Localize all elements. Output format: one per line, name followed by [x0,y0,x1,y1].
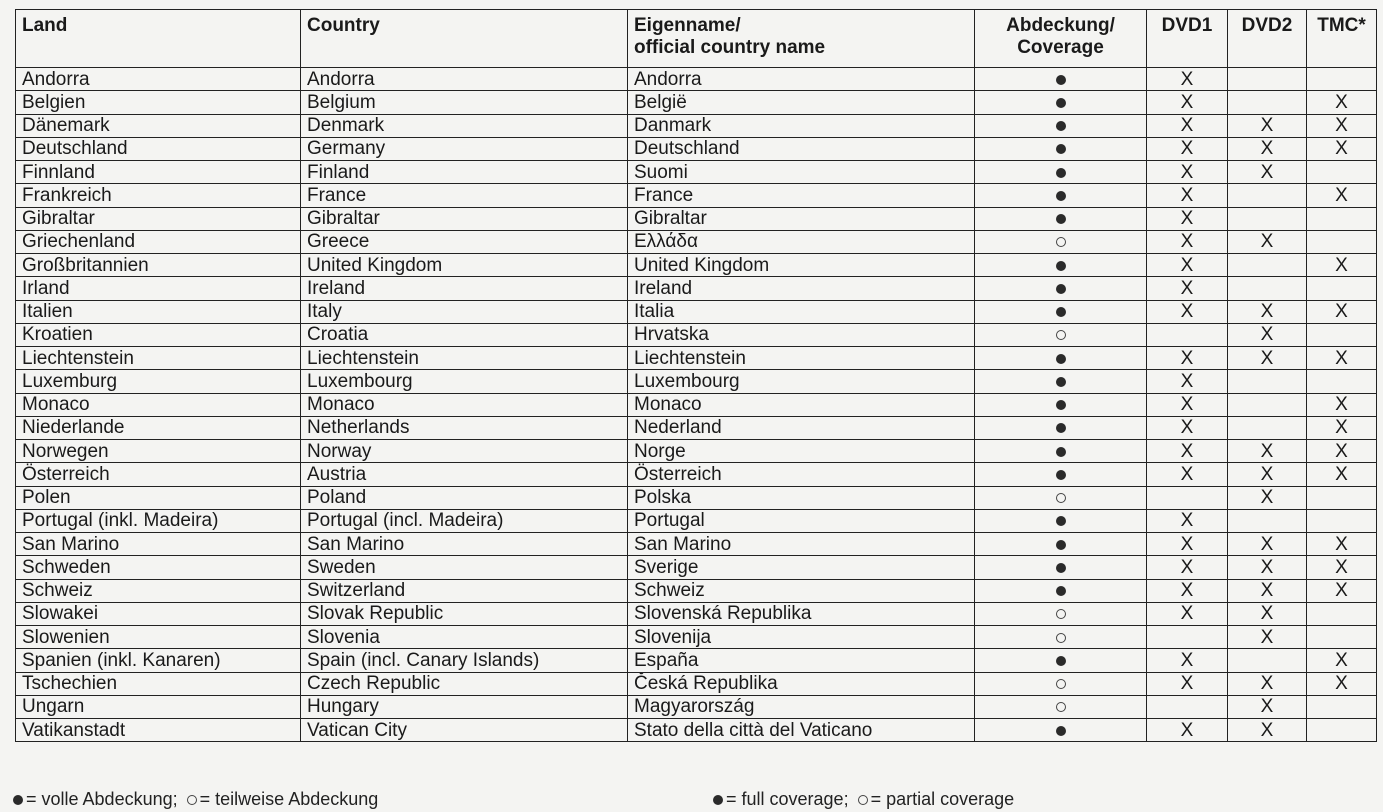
table-row [16,277,1377,300]
cell-land: Griechenland [16,230,301,253]
cell-tmc: X [1307,579,1377,602]
cell-coverage [975,672,1147,695]
full-coverage-icon [1056,726,1066,736]
table-row [16,207,1377,230]
cell-land: Großbritannien [16,254,301,277]
cell-coverage [975,114,1147,137]
cell-dvd2: X [1228,695,1307,718]
table-row [16,323,1377,346]
cell-dvd1: X [1147,579,1228,602]
partial-coverage-icon [1056,493,1066,503]
cell-coverage [975,695,1147,718]
cell-country: Belgium [301,91,628,114]
table-row [16,393,1377,416]
cell-coverage [975,184,1147,207]
full-coverage-icon [1056,423,1066,433]
cell-dvd2: X [1228,137,1307,160]
table-row [16,509,1377,532]
cell-coverage [975,137,1147,160]
table-row [16,184,1377,207]
cell-tmc [1307,695,1377,718]
cell-dvd2: X [1228,323,1307,346]
cell-tmc [1307,370,1377,393]
cell-land: Luxemburg [16,370,301,393]
header-official-name-line1: Eigenname/ [634,15,741,36]
table-row [16,626,1377,649]
cell-dvd1: X [1147,602,1228,625]
cell-official-name: Sverige [628,556,975,579]
cell-official-name: Magyarország [628,695,975,718]
cell-land: Liechtenstein [16,347,301,370]
cell-tmc: X [1307,533,1377,556]
cell-official-name: Österreich [628,463,975,486]
header-country: Country [301,10,628,68]
full-coverage-icon [1056,261,1066,271]
full-coverage-icon [1056,284,1066,294]
cell-country: United Kingdom [301,254,628,277]
full-coverage-icon [1056,377,1066,387]
cell-coverage [975,486,1147,509]
header-dvd2: DVD2 [1228,10,1307,68]
cell-country: Ireland [301,277,628,300]
partial-coverage-icon [1056,633,1066,643]
full-coverage-icon [1056,354,1066,364]
cell-land: San Marino [16,533,301,556]
table-row [16,602,1377,625]
cell-dvd1: X [1147,277,1228,300]
cell-tmc: X [1307,649,1377,672]
full-coverage-icon [1056,191,1066,201]
cell-coverage [975,323,1147,346]
cell-country: San Marino [301,533,628,556]
cell-country: France [301,184,628,207]
cell-official-name: Hrvatska [628,323,975,346]
legend-german [13,789,378,810]
cell-dvd2: X [1228,579,1307,602]
cell-country: Finland [301,161,628,184]
cell-official-name: Deutschland [628,137,975,160]
cell-dvd1: X [1147,230,1228,253]
cell-official-name: Gibraltar [628,207,975,230]
cell-country: Greece [301,230,628,253]
cell-official-name: België [628,91,975,114]
cell-land: Andorra [16,68,301,91]
cell-dvd2: X [1228,114,1307,137]
cell-coverage [975,68,1147,91]
table-row [16,114,1377,137]
cell-official-name: France [628,184,975,207]
cell-land: Spanien (inkl. Kanaren) [16,649,301,672]
cell-coverage [975,277,1147,300]
cell-coverage [975,463,1147,486]
table-row [16,68,1377,91]
cell-land: Österreich [16,463,301,486]
cell-country: Slovenia [301,626,628,649]
cell-country: Norway [301,440,628,463]
full-coverage-icon [1056,75,1066,85]
cell-official-name: Polska [628,486,975,509]
full-coverage-icon [1056,563,1066,573]
cell-official-name: Schweiz [628,579,975,602]
partial-coverage-icon [1056,330,1066,340]
cell-official-name: Norge [628,440,975,463]
table-row [16,579,1377,602]
cell-dvd2 [1228,184,1307,207]
cell-dvd1: X [1147,649,1228,672]
cell-land: Gibraltar [16,207,301,230]
cell-tmc: X [1307,300,1377,323]
cell-country: Denmark [301,114,628,137]
table-row [16,672,1377,695]
cell-land: Schweiz [16,579,301,602]
cell-tmc: X [1307,440,1377,463]
cell-dvd1 [1147,486,1228,509]
header-official-name [628,10,975,68]
cell-coverage [975,509,1147,532]
table-row [16,440,1377,463]
cell-country: Spain (incl. Canary Islands) [301,649,628,672]
legend-english [713,789,1014,810]
cell-dvd1: X [1147,161,1228,184]
cell-dvd2: X [1228,719,1307,742]
cell-official-name: Italia [628,300,975,323]
cell-dvd1: X [1147,440,1228,463]
cell-official-name: Suomi [628,161,975,184]
full-coverage-icon [713,795,723,805]
cell-land: Niederlande [16,416,301,439]
full-coverage-icon [1056,656,1066,666]
cell-dvd2 [1228,509,1307,532]
cell-tmc: X [1307,347,1377,370]
cell-tmc [1307,719,1377,742]
cell-official-name: Ireland [628,277,975,300]
table-row [16,347,1377,370]
cell-land: Portugal (inkl. Madeira) [16,509,301,532]
table-row [16,300,1377,323]
cell-dvd1: X [1147,416,1228,439]
coverage-table [15,9,1377,742]
cell-coverage [975,556,1147,579]
cell-tmc [1307,230,1377,253]
cell-tmc [1307,323,1377,346]
cell-coverage [975,230,1147,253]
cell-coverage [975,416,1147,439]
cell-land: Irland [16,277,301,300]
cell-land: Frankreich [16,184,301,207]
header-dvd1: DVD1 [1147,10,1228,68]
cell-dvd1 [1147,323,1228,346]
partial-coverage-icon [1056,702,1066,712]
cell-country: Vatican City [301,719,628,742]
cell-official-name: Liechtenstein [628,347,975,370]
cell-coverage [975,719,1147,742]
cell-dvd1 [1147,626,1228,649]
cell-country: Portugal (incl. Madeira) [301,509,628,532]
cell-dvd2 [1228,207,1307,230]
table-row [16,416,1377,439]
cell-official-name: Ελλάδα [628,230,975,253]
cell-coverage [975,91,1147,114]
cell-dvd1: X [1147,114,1228,137]
cell-coverage [975,254,1147,277]
cell-dvd2: X [1228,440,1307,463]
cell-dvd2: X [1228,486,1307,509]
cell-dvd1: X [1147,533,1228,556]
cell-official-name: España [628,649,975,672]
full-coverage-icon [1056,447,1066,457]
cell-tmc: X [1307,137,1377,160]
cell-country: Italy [301,300,628,323]
header-row [16,10,1377,68]
cell-tmc: X [1307,393,1377,416]
cell-dvd1: X [1147,68,1228,91]
table-row [16,556,1377,579]
cell-coverage [975,207,1147,230]
cell-country: Monaco [301,393,628,416]
cell-dvd2 [1228,393,1307,416]
cell-tmc [1307,509,1377,532]
cell-tmc: X [1307,416,1377,439]
cell-dvd1: X [1147,300,1228,323]
cell-country: Gibraltar [301,207,628,230]
cell-land: Italien [16,300,301,323]
cell-land: Vatikanstadt [16,719,301,742]
cell-tmc: X [1307,254,1377,277]
cell-country: Germany [301,137,628,160]
cell-official-name: Nederland [628,416,975,439]
cell-dvd1: X [1147,719,1228,742]
cell-tmc: X [1307,463,1377,486]
cell-dvd1: X [1147,184,1228,207]
table-row [16,533,1377,556]
partial-coverage-icon [187,795,197,805]
cell-official-name: Portugal [628,509,975,532]
table-row [16,254,1377,277]
cell-land: Slowakei [16,602,301,625]
cell-official-name: Slovenija [628,626,975,649]
cell-country: Andorra [301,68,628,91]
cell-dvd2 [1228,649,1307,672]
cell-tmc [1307,486,1377,509]
cell-dvd2: X [1228,626,1307,649]
full-coverage-icon [1056,540,1066,550]
cell-official-name: San Marino [628,533,975,556]
table-row [16,649,1377,672]
cell-tmc [1307,68,1377,91]
cell-country: Switzerland [301,579,628,602]
full-coverage-icon [1056,214,1066,224]
cell-dvd1: X [1147,556,1228,579]
cell-dvd1: X [1147,91,1228,114]
cell-country: Sweden [301,556,628,579]
table-row [16,370,1377,393]
cell-tmc: X [1307,91,1377,114]
header-land: Land [16,10,301,68]
cell-land: Belgien [16,91,301,114]
cell-dvd2: X [1228,463,1307,486]
full-coverage-icon [1056,307,1066,317]
partial-coverage-icon [1056,679,1066,689]
cell-dvd1: X [1147,347,1228,370]
table-row [16,463,1377,486]
cell-dvd2 [1228,370,1307,393]
full-coverage-icon [1056,470,1066,480]
cell-dvd2: X [1228,161,1307,184]
cell-land: Ungarn [16,695,301,718]
cell-official-name: United Kingdom [628,254,975,277]
cell-land: Monaco [16,393,301,416]
header-official-name-line2: official country name [634,37,826,58]
cell-tmc [1307,602,1377,625]
cell-dvd1: X [1147,672,1228,695]
cell-dvd1: X [1147,137,1228,160]
cell-country: Slovak Republic [301,602,628,625]
cell-dvd2: X [1228,300,1307,323]
legend-de-partial: = teilweise Abdeckung [199,789,379,809]
cell-dvd2: X [1228,347,1307,370]
cell-dvd2 [1228,68,1307,91]
cell-country: Luxembourg [301,370,628,393]
cell-official-name: Danmark [628,114,975,137]
cell-country: Liechtenstein [301,347,628,370]
cell-coverage [975,533,1147,556]
full-coverage-icon [1056,168,1066,178]
cell-country: Austria [301,463,628,486]
cell-dvd1: X [1147,207,1228,230]
table-row [16,486,1377,509]
cell-land: Norwegen [16,440,301,463]
full-coverage-icon [1056,400,1066,410]
cell-land: Finnland [16,161,301,184]
cell-dvd1: X [1147,509,1228,532]
cell-dvd2: X [1228,672,1307,695]
cell-coverage [975,347,1147,370]
cell-land: Slowenien [16,626,301,649]
cell-country: Hungary [301,695,628,718]
cell-official-name: Česká Republika [628,672,975,695]
cell-land: Dänemark [16,114,301,137]
cell-tmc: X [1307,672,1377,695]
cell-coverage [975,161,1147,184]
cell-coverage [975,370,1147,393]
cell-land: Schweden [16,556,301,579]
full-coverage-icon [1056,121,1066,131]
full-coverage-icon [1056,144,1066,154]
header-coverage-line1: Abdeckung/ [1006,15,1115,36]
cell-coverage [975,440,1147,463]
legend-en-partial: = partial coverage [870,789,1015,809]
cell-dvd2 [1228,277,1307,300]
cell-coverage [975,300,1147,323]
cell-official-name: Monaco [628,393,975,416]
cell-tmc [1307,207,1377,230]
table-row [16,91,1377,114]
cell-coverage [975,626,1147,649]
cell-official-name: Slovenská Republika [628,602,975,625]
cell-official-name: Andorra [628,68,975,91]
cell-land: Tschechien [16,672,301,695]
cell-dvd2 [1228,91,1307,114]
cell-dvd2: X [1228,602,1307,625]
cell-coverage [975,393,1147,416]
legend-en-full: = full coverage; [726,789,849,809]
cell-land: Deutschland [16,137,301,160]
full-coverage-icon [1056,98,1066,108]
cell-tmc: X [1307,184,1377,207]
partial-coverage-icon [1056,609,1066,619]
cell-dvd1: X [1147,393,1228,416]
cell-tmc: X [1307,114,1377,137]
cell-dvd1: X [1147,370,1228,393]
table-row [16,695,1377,718]
cell-dvd2 [1228,416,1307,439]
cell-dvd1: X [1147,463,1228,486]
full-coverage-icon [13,795,23,805]
cell-dvd1 [1147,695,1228,718]
full-coverage-icon [1056,516,1066,526]
cell-country: Netherlands [301,416,628,439]
cell-coverage [975,649,1147,672]
cell-dvd2 [1228,254,1307,277]
full-coverage-icon [1056,586,1066,596]
table-row [16,137,1377,160]
cell-country: Czech Republic [301,672,628,695]
cell-dvd2: X [1228,533,1307,556]
header-tmc: TMC* [1307,10,1377,68]
cell-official-name: Stato della città del Vaticano [628,719,975,742]
header-coverage [975,10,1147,68]
cell-tmc [1307,161,1377,184]
cell-country: Croatia [301,323,628,346]
cell-dvd2: X [1228,556,1307,579]
partial-coverage-icon [1056,237,1066,247]
cell-country: Poland [301,486,628,509]
table-row [16,230,1377,253]
cell-tmc [1307,277,1377,300]
cell-dvd2: X [1228,230,1307,253]
cell-land: Kroatien [16,323,301,346]
cell-coverage [975,579,1147,602]
cell-official-name: Luxembourg [628,370,975,393]
cell-land: Polen [16,486,301,509]
header-coverage-line2: Coverage [1017,37,1104,58]
table-row [16,161,1377,184]
cell-dvd1: X [1147,254,1228,277]
legend-de-full: = volle Abdeckung; [26,789,178,809]
cell-tmc: X [1307,556,1377,579]
partial-coverage-icon [858,795,868,805]
table-row [16,719,1377,742]
cell-coverage [975,602,1147,625]
cell-tmc [1307,626,1377,649]
